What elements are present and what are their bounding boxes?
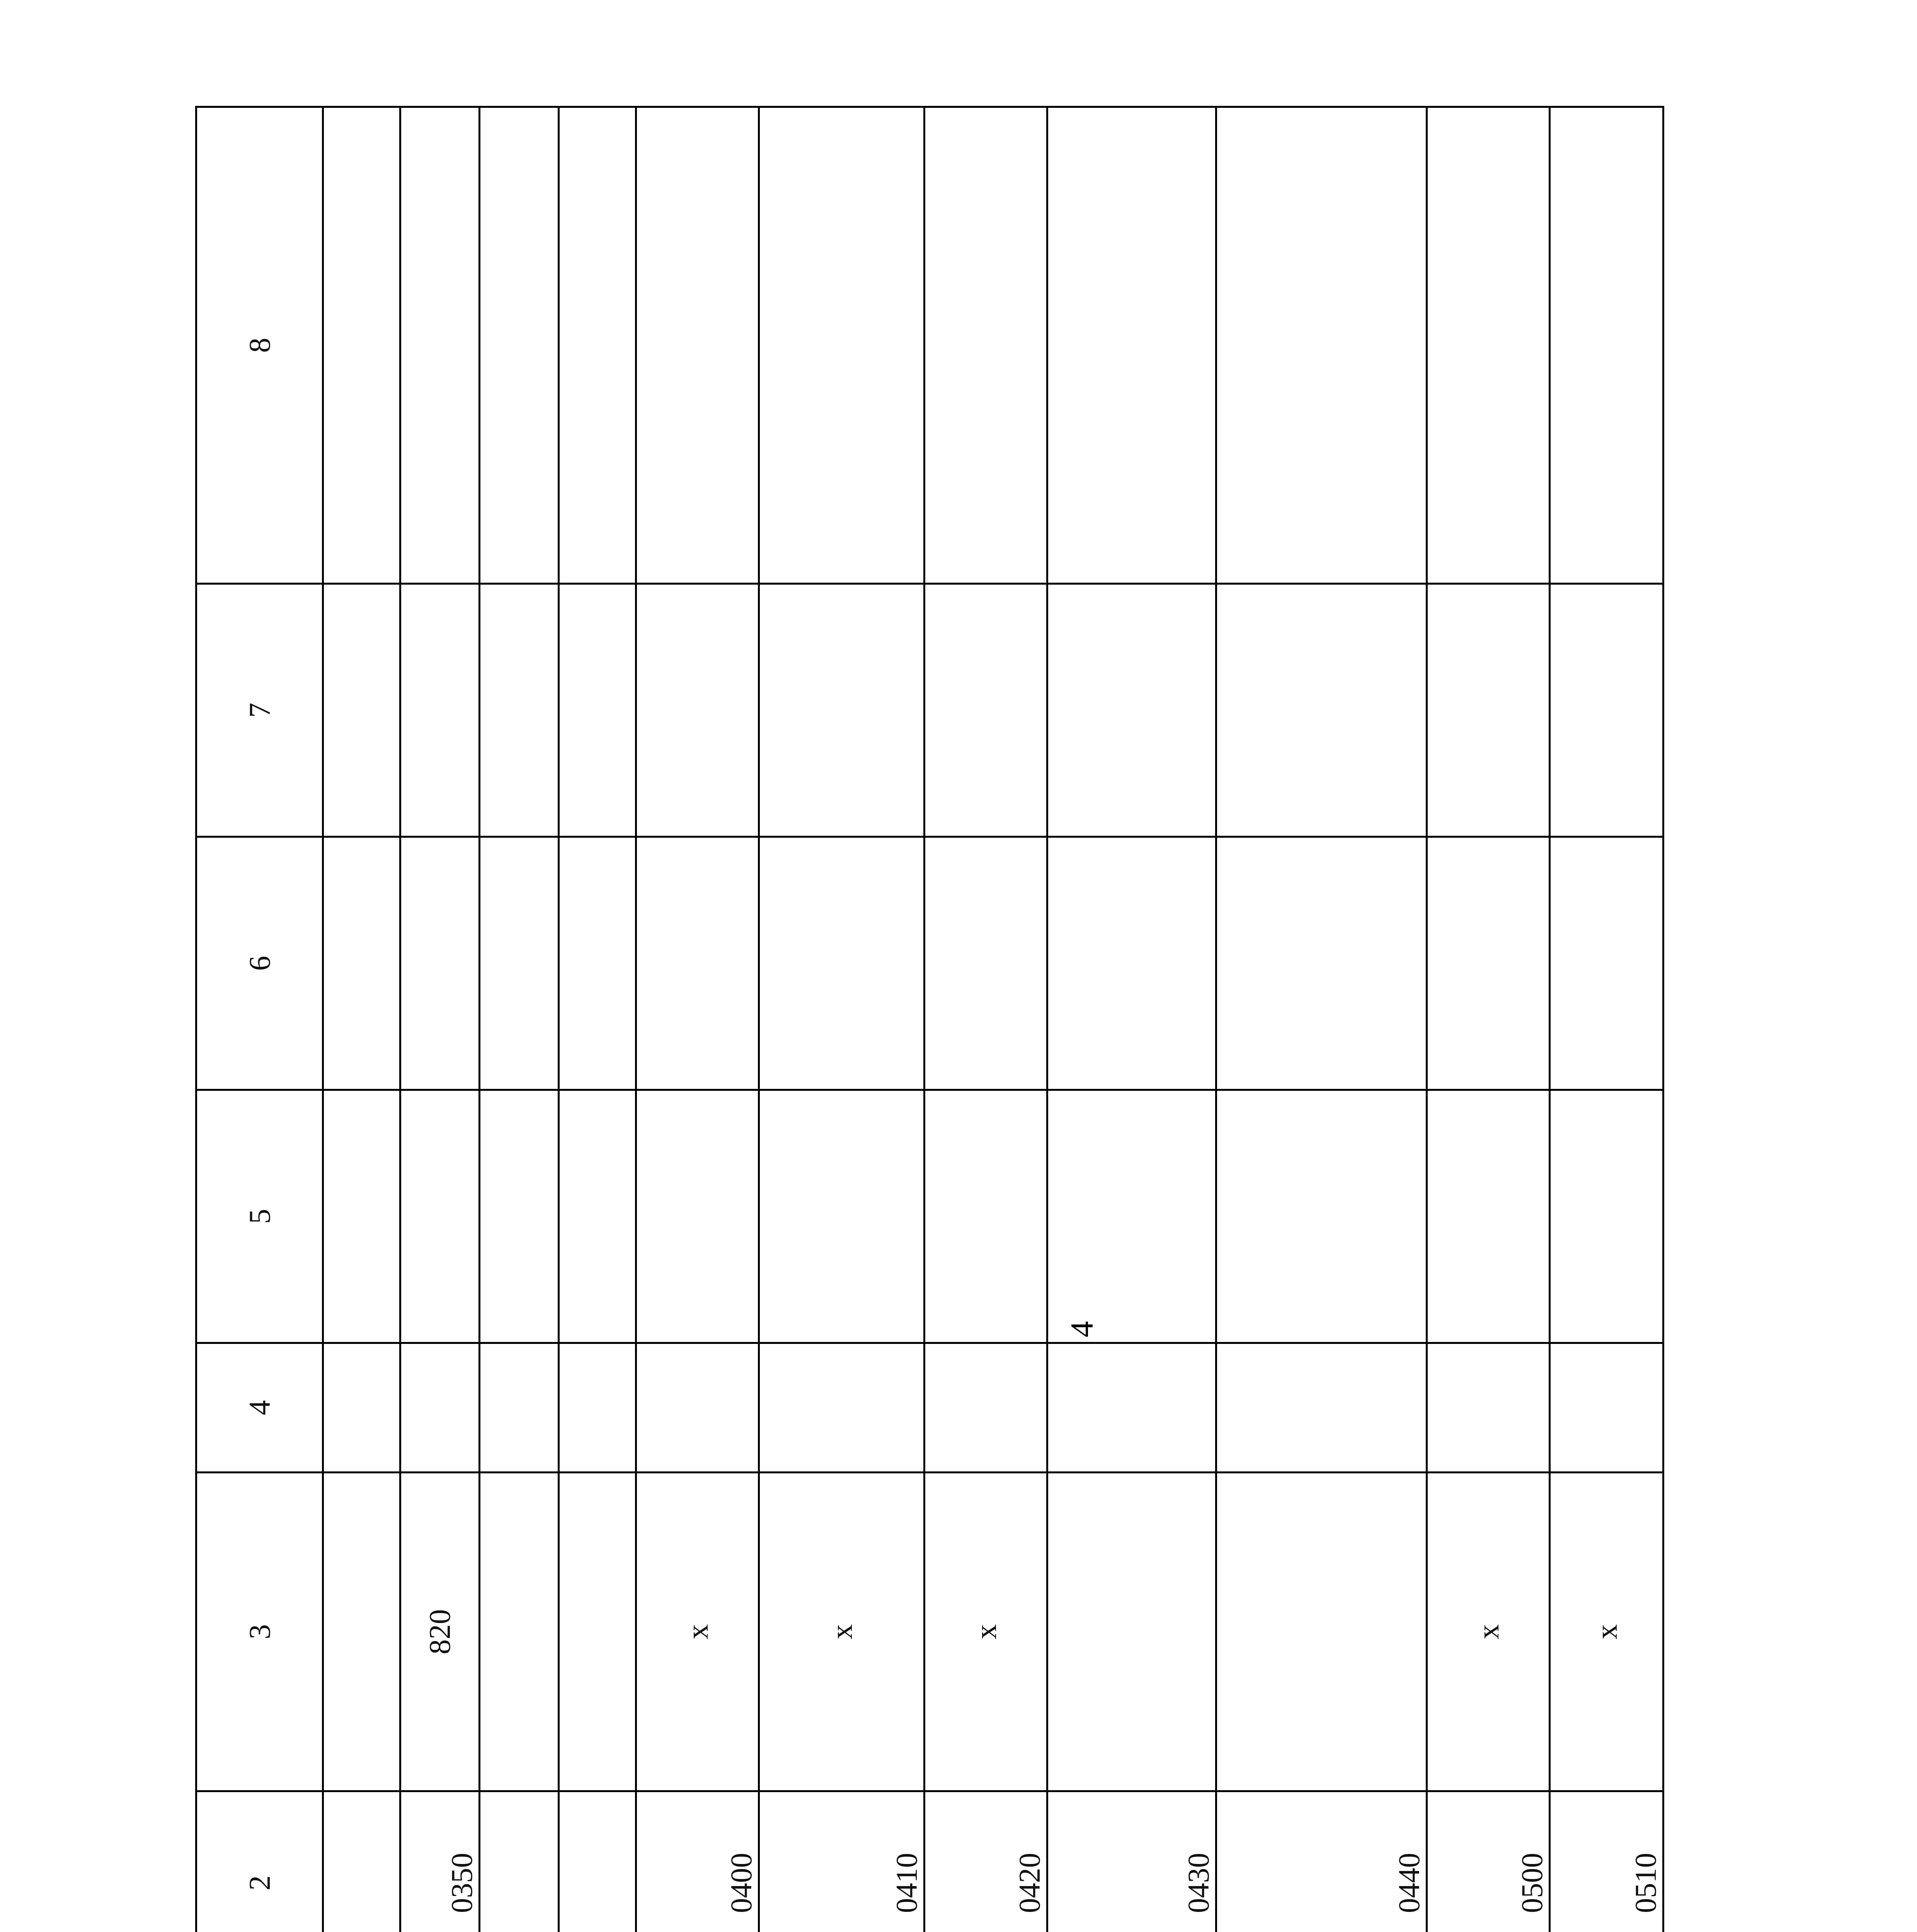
row-col3 [1216,1473,1427,1791]
row-col4 [1216,1343,1427,1473]
table-row [1550,107,1663,1932]
row-col3 [480,1473,559,1791]
row-col3: х [924,1473,1047,1791]
header-col-4: 4 [196,1343,323,1473]
row-col6 [323,837,400,1090]
row-col7 [323,584,400,837]
row-col6 [636,837,759,1090]
row-col4 [759,1343,924,1473]
table-row [400,107,480,1932]
header-col-6: 6 [196,837,323,1090]
row-code: 0500 [1427,1791,1550,1932]
row-col8 [480,107,559,584]
row-col4 [559,1343,636,1473]
row-col7 [559,584,636,837]
header-col-7: 7 [196,584,323,837]
row-col7 [1047,584,1216,837]
row-col6 [400,837,480,1090]
row-col4 [480,1343,559,1473]
row-col6 [1427,837,1550,1090]
row-col8 [1550,107,1663,584]
row-col5 [636,1090,759,1343]
row-col3 [559,1473,636,1791]
row-col8 [1427,107,1550,584]
row-col5 [1047,1090,1216,1343]
row-col3: 820 [400,1473,480,1791]
row-col8 [1047,107,1216,584]
row-col3: х [1427,1473,1550,1791]
row-col4 [1550,1343,1663,1473]
header-col-2: 2 [196,1791,323,1932]
table-row [559,107,636,1932]
row-code [559,1791,636,1932]
row-code: 0350 [400,1791,480,1932]
row-col6 [559,837,636,1090]
row-col7 [1427,584,1550,837]
row-col5 [559,1090,636,1343]
row-col3: х [759,1473,924,1791]
header-col-3: 3 [196,1473,323,1791]
row-col4 [323,1343,400,1473]
row-col5 [924,1090,1047,1343]
row-col4 [1427,1343,1550,1473]
row-col7 [400,584,480,837]
row-code: 0420 [924,1791,1047,1932]
row-col3: х [1550,1473,1663,1791]
row-col6 [759,837,924,1090]
row-code: 0400 [636,1791,759,1932]
header-col-8: 8 [196,107,323,584]
row-col5 [1550,1090,1663,1343]
row-col7 [480,584,559,837]
row-code [480,1791,559,1932]
row-col5 [480,1090,559,1343]
row-col8 [1216,107,1427,584]
row-col5 [1216,1090,1427,1343]
header-row [196,107,323,1932]
row-col6 [1216,837,1427,1090]
row-col3 [1047,1473,1216,1791]
row-col6 [924,837,1047,1090]
row-col4 [1047,1343,1216,1473]
row-code [323,1791,400,1932]
table-row [323,107,400,1932]
row-col3: х [636,1473,759,1791]
report-table-container [195,106,1662,1932]
row-col5 [1427,1090,1550,1343]
row-col5 [400,1090,480,1343]
row-col8 [323,107,400,584]
table-row [924,107,1047,1932]
row-code: 0430 [1047,1791,1216,1932]
row-col6 [1550,837,1663,1090]
table-row [1427,107,1550,1932]
row-col6 [480,837,559,1090]
table-row [636,107,759,1932]
table-row [1047,107,1216,1932]
header-col-5: 5 [196,1090,323,1343]
row-code: 0440 [1216,1791,1427,1932]
row-col8 [759,107,924,584]
row-col8 [400,107,480,584]
row-code: 0410 [759,1791,924,1932]
row-col6 [1047,837,1216,1090]
row-col3 [323,1473,400,1791]
table-row [480,107,559,1932]
row-col4 [400,1343,480,1473]
row-col7 [636,584,759,837]
table-row [1216,107,1427,1932]
row-col7 [924,584,1047,837]
table-row [759,107,924,1932]
row-col7 [759,584,924,837]
page-number: 4 [1064,1321,1100,1337]
row-col8 [924,107,1047,584]
row-col8 [559,107,636,584]
row-col7 [1216,584,1427,837]
row-code: 0510 [1550,1791,1663,1932]
row-col5 [323,1090,400,1343]
report-table [195,106,1664,1932]
row-col5 [759,1090,924,1343]
row-col7 [1550,584,1663,837]
row-col4 [924,1343,1047,1473]
row-col4 [636,1343,759,1473]
row-col8 [636,107,759,584]
